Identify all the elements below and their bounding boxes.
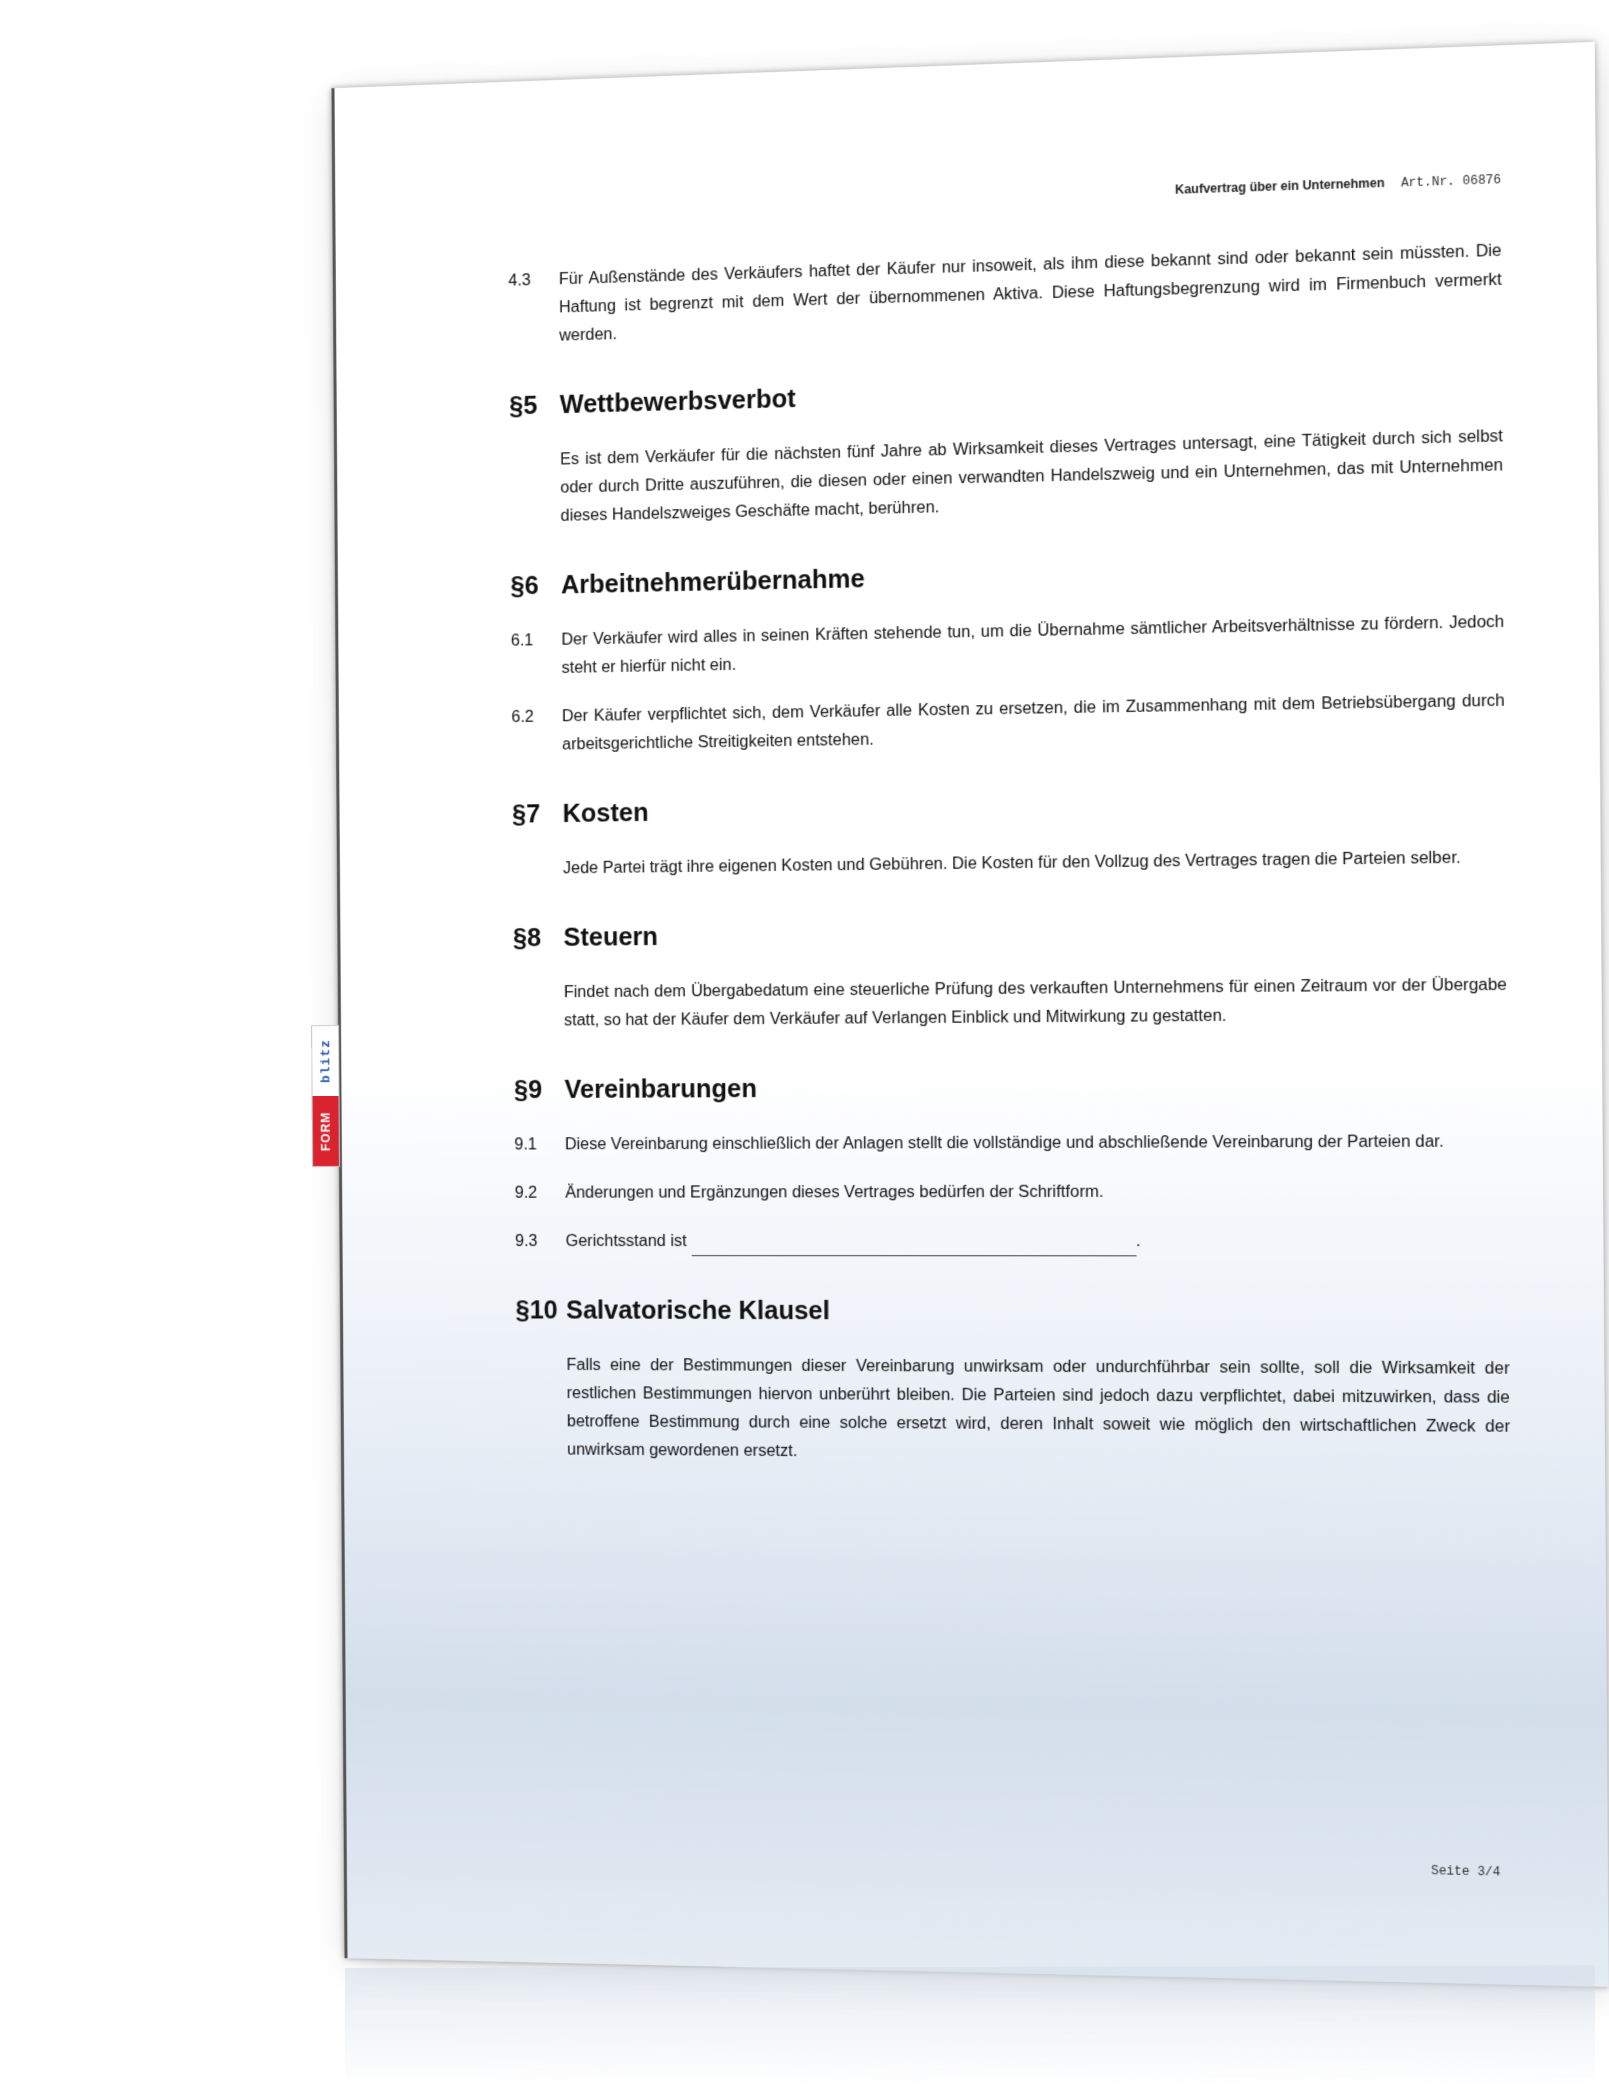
clause-6-2 <box>511 687 1505 760</box>
clause-4-3 <box>508 237 1502 352</box>
section-number: §5 <box>509 391 538 421</box>
jurisdiction-blank-field[interactable] <box>691 1237 1136 1256</box>
section-title: Salvatorische Klausel <box>565 1296 830 1326</box>
section-heading-7 <box>512 787 1506 830</box>
clause-text: Der Käufer verpflichtet sich, dem Verkäufer alle Kosten zu ersetzen, die im Zusammenhang mit dem Betriebsübergang durch arbeitsgerichtliche Streitigkeiten entstehen. <box>561 692 1505 754</box>
logo-form: FORM <box>313 1096 339 1166</box>
clause-number: 6.2 <box>511 708 534 727</box>
section-number: §7 <box>511 800 541 829</box>
section-heading-5 <box>509 366 1502 422</box>
jurisdiction-period: . <box>1135 1232 1141 1251</box>
section-heading-9 <box>514 1071 1508 1105</box>
section-title: Wettbewerbsverbot <box>559 384 796 420</box>
section-title: Kosten <box>562 798 649 829</box>
page-content <box>508 237 1510 1492</box>
jurisdiction-label: Gerichtsstand ist <box>565 1232 687 1251</box>
section-heading-8 <box>513 914 1507 953</box>
section-number: §9 <box>513 1075 543 1105</box>
clause-text: Diese Vereinbarung einschließlich der Anlagen stellt die vollständige und abschließende Vereinbarung der Parteien dar. <box>564 1133 1444 1154</box>
section-10-text: Falls eine der Bestimmungen dieser Vereinbarung unwirksam oder undurchführbar sein sollte, soll die Wirksamkeit der restlichen Bestimmungen hiervon unberührt bleiben. Die Parteien sind jedoch dazu verpflichtet, dabei mitzuwirken, dass die betroffene Bestimmung durch eine solche ersetzt wird, deren Inhalt soweit wie möglich den wirtschaftlichen Zweck der unwirksam gewordenen ersetzt. <box>566 1356 1511 1461</box>
section-heading-10 <box>515 1296 1509 1328</box>
section-8-text: Findet nach dem Übergabedatum eine steuerliche Prüfung des verkauften Unternehmens für einen Zeitraum vor der Übergabe statt, so hat der Käufer dem Verkäufer auf Verlangen Einblick und Mitwirkung zu gestatten. <box>563 976 1507 1030</box>
clause-text <box>566 1227 1509 1256</box>
section-title: Steuern <box>563 922 659 952</box>
section-heading-6 <box>510 551 1504 601</box>
clause-number: 9.2 <box>514 1184 538 1202</box>
clause-number: 4.3 <box>508 272 531 290</box>
clause-9-2 <box>515 1178 1509 1208</box>
clause-9-1 <box>514 1128 1508 1160</box>
clause-text: Änderungen und Ergänzungen dieses Vertrages bedürfen der Schriftform. <box>565 1183 1104 1202</box>
page-header <box>1175 172 1501 198</box>
formblitz-logo <box>311 1025 340 1167</box>
page-number: Seite 3/4 <box>1431 1863 1501 1880</box>
header-artnr: Art.Nr. 06876 <box>1400 172 1502 191</box>
clause-9-3 <box>515 1227 1509 1256</box>
section-number: §8 <box>512 923 542 953</box>
section-number: §6 <box>510 571 539 601</box>
clause-number: 9.1 <box>514 1136 537 1154</box>
section-title: Arbeitnehmerübernahme <box>560 564 865 600</box>
clause-6-1 <box>511 608 1505 684</box>
clause-number: 6.1 <box>510 632 534 650</box>
clause-text: Der Verkäufer wird alles in seinen Kräften stehende tun, um die Übernahme sämtlicher Arbeitsverhältnisse zu fördern. Jedoch steht er hierfür nicht ein. <box>561 613 1505 677</box>
clause-number: 9.3 <box>515 1232 538 1251</box>
section-7-text: Jede Partei trägt ihre eigenen Kosten und Gebühren. Die Kosten für den Vollzug des Vertrages tragen die Parteien selber. <box>562 849 1461 878</box>
section-5-text: Es ist dem Verkäufer für die nächsten fünf Jahre ab Wirksamkeit dieses Vertrages untersagt, eine Tätigkeit durch sich selbst oder durch Dritte auszuführen, die diesen oder einen verwandten Handelszweig und ein Unternehmen, das mit Unternehmen dieses Handelszweiges Geschäfte macht, berühren. <box>560 427 1504 525</box>
page-reflection <box>345 1966 1595 2091</box>
logo-blitz: blitz <box>312 1026 338 1096</box>
header-title: Kaufvertrag über ein Unternehmen <box>1174 175 1385 197</box>
clause-text: Für Außenstände des Verkäufers haftet der Käufer nur insoweit, als ihm diese bekannt sind oder bekannt sein müssten. Die Haftung ist begrenzt mit dem Wert der übernommenen Aktiva. Diese Haftungsbegrenzung wird im Firmenbuch vermerkt werden. <box>558 242 1502 345</box>
section-number: §10 <box>515 1296 558 1325</box>
document-page <box>317 42 1608 1987</box>
section-title: Vereinbarungen <box>564 1074 758 1105</box>
